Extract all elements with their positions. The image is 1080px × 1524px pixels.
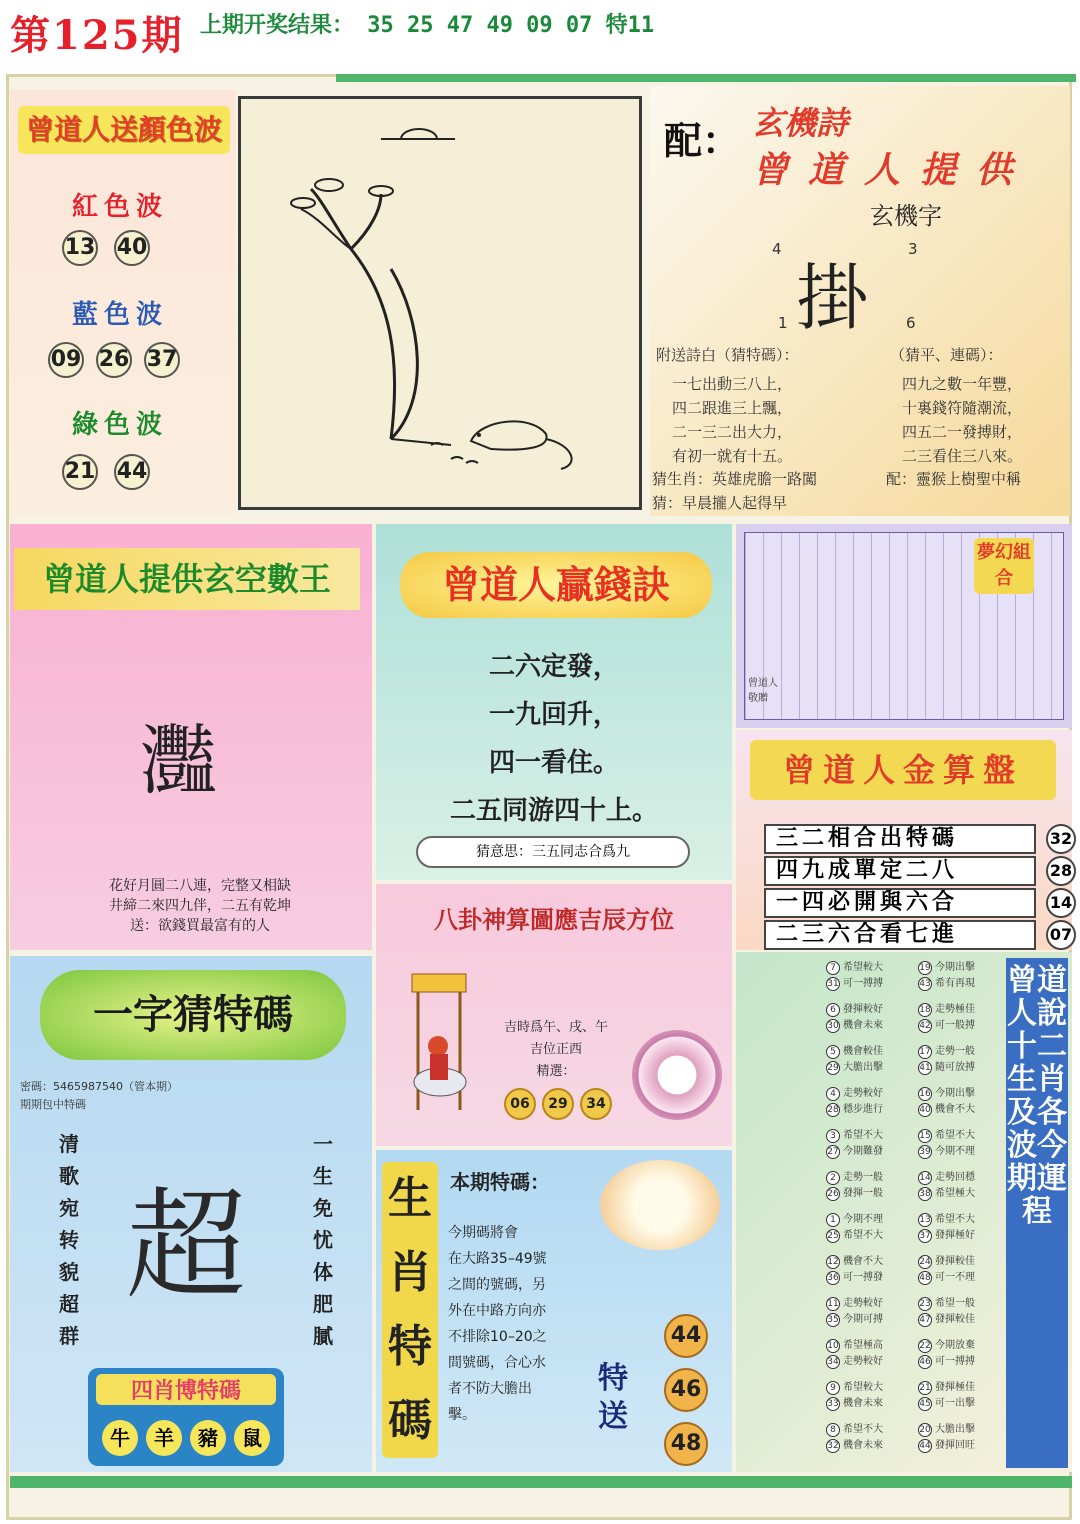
win-line: 二六定發， xyxy=(488,652,619,682)
one-char-right-col xyxy=(310,1128,336,1352)
fortune-row xyxy=(826,1228,883,1244)
fortune-number: 28 xyxy=(827,1105,839,1115)
fortune-text: 機會不大 xyxy=(935,1104,975,1115)
special-number: 48 xyxy=(664,1422,708,1466)
win-title: 曾道人贏錢訣 xyxy=(400,552,712,618)
calc-number: 14 xyxy=(1046,888,1076,918)
col-char: 转 xyxy=(59,1228,79,1252)
poem-line: 十裏錢符隨潮流， xyxy=(902,399,1023,417)
fortune-row xyxy=(826,1296,883,1312)
fortune-number: 24 xyxy=(919,1257,931,1267)
fortune-number: 22 xyxy=(919,1341,931,1351)
fortune-number: 21 xyxy=(919,1383,931,1393)
calc-text: 四九成單定二八 xyxy=(776,858,959,883)
fortune-row xyxy=(918,1228,975,1244)
poem-right-lines xyxy=(902,372,1062,468)
zodiac-fortune-cell xyxy=(826,1296,883,1328)
fortune-row xyxy=(918,1270,975,1286)
tree-rat-drawing xyxy=(241,99,639,507)
guess-line: 猜：早晨攏人起得早 xyxy=(652,494,788,512)
fortune-number: 40 xyxy=(919,1105,931,1115)
fortune-text: 發揮回旺 xyxy=(935,1440,975,1451)
fortune-text: 走勢較好 xyxy=(843,1088,883,1099)
calc-text: 三二相合出特碼 xyxy=(776,826,959,851)
ox-icon xyxy=(600,1160,720,1250)
fortune-row xyxy=(826,1044,883,1060)
warrior-illustration xyxy=(404,970,474,1120)
fortune-number: 41 xyxy=(919,1063,931,1073)
fortune-row xyxy=(826,1438,883,1454)
zodiac-fortune-cell xyxy=(918,1422,975,1454)
xuankong-line: 井締二來四九伴，二五有乾坤 xyxy=(109,898,291,914)
fortune-row xyxy=(918,1354,975,1370)
fortune-text: 今期放棄 xyxy=(935,1340,975,1351)
body-line: 間號碼，合心水 xyxy=(448,1355,546,1371)
poem-line: 二三看住三八來。 xyxy=(902,447,1023,465)
pei-zodiac: 配：靈猴上樹聖中稱 xyxy=(886,470,1022,488)
fortune-number: 34 xyxy=(827,1357,839,1367)
fortune-number: 15 xyxy=(919,1131,931,1141)
fortune-text: 可一搏搏 xyxy=(935,1356,975,1367)
fortune-row xyxy=(918,1002,975,1018)
win-line: 二五同游四十上。 xyxy=(449,796,658,826)
col-char: 貌 xyxy=(59,1260,79,1284)
calc-text: 一四必開與六合 xyxy=(776,890,959,915)
body-line: 外在中路方向亦 xyxy=(448,1303,546,1319)
col-char: 宛 xyxy=(59,1196,79,1220)
dream-panel xyxy=(736,524,1072,728)
fortune-text: 發揮極佳 xyxy=(935,1382,975,1393)
shengxiao-head: 本期特碼： xyxy=(450,1170,550,1194)
fortune-number: 19 xyxy=(919,963,931,973)
fortune-text: 機會未來 xyxy=(843,1398,883,1409)
fortune-text: 希望不大 xyxy=(843,1230,883,1241)
fortune-row xyxy=(918,1422,975,1438)
fortune-row xyxy=(826,1060,883,1076)
zodiac-badge: 鼠 xyxy=(234,1420,270,1456)
fortune-number: 25 xyxy=(827,1231,839,1241)
one-char-left-col xyxy=(56,1128,82,1352)
zodiac-fortune-cell xyxy=(918,1254,975,1286)
corner-number: 3 xyxy=(908,240,918,258)
col-char: 免 xyxy=(313,1196,333,1220)
xuanji-label: 玄機字 xyxy=(870,202,942,230)
fortune-number: 46 xyxy=(919,1357,931,1367)
fortune-row xyxy=(918,1254,975,1270)
fortune-row xyxy=(918,1086,975,1102)
fortune-row xyxy=(826,1212,883,1228)
fortune-number: 3 xyxy=(826,1129,840,1143)
xuankong-line: 送：欲錢買最富有的人 xyxy=(130,918,270,934)
fortune-row xyxy=(918,1102,975,1118)
xuanji-char: 掛 xyxy=(796,256,869,340)
fortune-row xyxy=(826,1338,883,1354)
bagua-wheel-icon xyxy=(632,1030,722,1120)
poem-line: 一七出動三八上， xyxy=(672,375,793,393)
xuankong-line: 花好月圓二八連，完整又相缺 xyxy=(109,878,291,894)
fortune-number: 43 xyxy=(919,979,931,989)
fortune-text: 發揮較佳 xyxy=(935,1256,975,1267)
zodiac-fortune-cell xyxy=(918,1128,975,1160)
green-ball: 44 xyxy=(114,454,150,490)
gift-label: 特送 xyxy=(598,1361,628,1434)
special-number: 46 xyxy=(664,1368,708,1412)
fortune-text: 機會不大 xyxy=(843,1256,883,1267)
fortune-text: 希望不大 xyxy=(935,1130,975,1141)
fortune-number: 33 xyxy=(827,1399,839,1409)
fortune-text: 走勢極佳 xyxy=(935,1004,975,1015)
fortune-row xyxy=(918,1060,975,1076)
calc-number: 28 xyxy=(1046,856,1076,886)
fortune-number: 36 xyxy=(827,1273,839,1283)
fortune-text: 走勢一般 xyxy=(935,1046,975,1057)
fortune-text: 今期出擊 xyxy=(935,962,975,973)
fortune-text: 希望不大 xyxy=(935,1214,975,1225)
poem-pei-label: 配： xyxy=(664,118,741,163)
one-char-big: 超 xyxy=(126,1177,246,1316)
fortune-number: 1 xyxy=(826,1213,840,1227)
fortune-row xyxy=(918,1044,975,1060)
dream-title: 夢幻組合 xyxy=(974,538,1034,594)
zodiac-fortune-cell xyxy=(918,1380,975,1412)
one-char-code: 密碼：5465987540（管本期） xyxy=(20,1080,178,1093)
zodiac-badge: 牛 xyxy=(102,1420,138,1456)
fortune-text: 今期不理 xyxy=(935,1146,975,1157)
zodiac-fortune-cell xyxy=(826,1338,883,1370)
fortune-number: 42 xyxy=(919,1021,931,1031)
fortune-text: 希有再現 xyxy=(935,978,975,989)
fortune-text: 大膽出擊 xyxy=(843,1062,883,1073)
fortune-number: 29 xyxy=(827,1063,839,1073)
calc-row xyxy=(764,888,1073,918)
zodiac-fortune-cell xyxy=(826,1254,883,1286)
fortune-number: 7 xyxy=(826,961,840,975)
fortune-text: 希望不大 xyxy=(843,1130,883,1141)
fortune-text: 可一搏搏 xyxy=(843,978,883,989)
fortune-number: 27 xyxy=(827,1147,839,1157)
fortune-row xyxy=(918,1380,975,1396)
fortune-number: 2 xyxy=(826,1171,840,1185)
calc-number: 32 xyxy=(1046,824,1076,854)
fortune-number: 35 xyxy=(827,1315,839,1325)
bagua-pick-label: 精選： xyxy=(536,1064,576,1079)
body-line: 在大路35–49號 xyxy=(448,1251,547,1267)
fortune-row xyxy=(918,1438,975,1454)
fortune-number: 39 xyxy=(919,1147,931,1157)
poem-right-head: （猜平、連碼）： xyxy=(890,346,1003,364)
fortune-text: 發揮較好 xyxy=(843,1004,883,1015)
corner-number: 4 xyxy=(772,240,782,258)
fortune-number: 26 xyxy=(827,1189,839,1199)
special-number: 44 xyxy=(664,1314,708,1358)
fortune-row xyxy=(918,960,975,976)
fortune-text: 今期難發 xyxy=(843,1146,883,1157)
green-ball: 21 xyxy=(62,454,98,490)
poem-left-lines xyxy=(672,372,852,468)
zodiac-fortune-cell xyxy=(826,1086,883,1118)
fortune-row xyxy=(918,1186,975,1202)
fortune-number: 12 xyxy=(827,1257,839,1267)
fortune-number: 9 xyxy=(826,1381,840,1395)
fortune-row xyxy=(826,1422,883,1438)
fortune-row xyxy=(918,1338,975,1354)
shengxiao-body xyxy=(448,1220,598,1428)
zodiac-fortune-cell xyxy=(826,1002,883,1034)
fortune-number: 20 xyxy=(919,1425,931,1435)
fortune-row xyxy=(826,1312,883,1328)
poem-line: 有初一就有十五。 xyxy=(672,447,793,465)
xuankong-char: 灩 xyxy=(140,716,216,805)
zodiac-fortune-cell xyxy=(918,1338,975,1370)
fortune-row xyxy=(826,1270,883,1286)
fortune-number: 47 xyxy=(919,1315,931,1325)
fortune-text: 可一出擊 xyxy=(935,1398,975,1409)
fortune-number: 14 xyxy=(919,1173,931,1183)
fortune-number: 44 xyxy=(919,1441,931,1451)
col-char: 群 xyxy=(59,1324,79,1348)
fortune-row xyxy=(826,960,883,976)
calc-row xyxy=(764,856,1073,886)
fortune-text: 可一般搏 xyxy=(935,1020,975,1031)
fortune-text: 希望較大 xyxy=(843,962,883,973)
bagua-pick: 34 xyxy=(580,1088,612,1120)
bagua-time: 吉時爲午、戌、午 xyxy=(503,1020,608,1035)
fortune-number: 18 xyxy=(919,1005,931,1015)
fortune-row xyxy=(826,1128,883,1144)
red-ball: 40 xyxy=(114,230,150,266)
poem-left-head: 附送詩白（猜特碼）： xyxy=(656,346,799,364)
calc-number: 07 xyxy=(1046,920,1076,950)
zodiac-fortune-cell xyxy=(826,1044,883,1076)
fortune-row xyxy=(826,1380,883,1396)
fortune-row xyxy=(918,1296,975,1312)
zodiac-fortune-cell xyxy=(918,1296,975,1328)
fortune-text: 機會未來 xyxy=(843,1440,883,1451)
col-char: 忧 xyxy=(313,1228,333,1252)
zodiac-fortune-cell xyxy=(918,1212,975,1244)
poem-title: 玄機詩 xyxy=(752,104,849,142)
calc-title: 曾道人金算盤 xyxy=(750,740,1056,800)
col-char: 清 xyxy=(59,1132,79,1156)
fortune-row xyxy=(826,1086,883,1102)
guess-zodiac: 猜生肖：英雄虎膽一路闖 xyxy=(652,470,818,488)
fortune-row xyxy=(918,1170,975,1186)
zodiac-fortune-cell xyxy=(918,1044,975,1076)
fortune-row xyxy=(826,1170,883,1186)
col-char: 生 xyxy=(313,1164,333,1188)
fortune-row xyxy=(918,976,975,992)
bagua-pick: 06 xyxy=(504,1088,536,1120)
fortune-text: 希望較大 xyxy=(843,1382,883,1393)
shengxiao-side-title: 生肖特碼 xyxy=(382,1162,438,1458)
fortune-row xyxy=(826,1354,883,1370)
body-line: 者不防大膽出 xyxy=(448,1381,532,1397)
zodiac-fortune-cell xyxy=(918,1170,975,1202)
fortune-row xyxy=(918,1018,975,1034)
body-line: 之間的號碼，另 xyxy=(448,1277,546,1293)
poem-line: 四九之數一年豐， xyxy=(902,375,1023,393)
zodiac-fortune-cell xyxy=(826,1128,883,1160)
poem-line: 二一三二出大力， xyxy=(672,423,793,441)
fortune-text: 希望極大 xyxy=(935,1188,975,1199)
fortune-number: 17 xyxy=(919,1047,931,1057)
zodiac-fortune-cell xyxy=(826,1380,883,1412)
fortune-number: 13 xyxy=(919,1215,931,1225)
win-line: 一九回升， xyxy=(488,700,619,730)
fortune-text: 發揮較佳 xyxy=(935,1314,975,1325)
fortune-row xyxy=(918,1144,975,1160)
zodiac-fortune-cell xyxy=(918,960,975,992)
zodiac-badge: 豬 xyxy=(190,1420,226,1456)
fortune-number: 30 xyxy=(827,1021,839,1031)
poem-line: 四五二一發搏財， xyxy=(902,423,1023,441)
bagua-place: 吉位正西 xyxy=(529,1042,582,1057)
fortune-row xyxy=(826,1144,883,1160)
col-char: 肥 xyxy=(313,1292,333,1316)
fortune-row xyxy=(826,1102,883,1118)
fortune-row xyxy=(826,1002,883,1018)
col-char: 歌 xyxy=(59,1164,79,1188)
fortune-text: 今期不理 xyxy=(843,1214,883,1225)
fortune-row xyxy=(918,1396,975,1412)
fortune-row xyxy=(918,1128,975,1144)
green-wave-label: 綠色波 xyxy=(71,410,168,440)
fortune-number: 8 xyxy=(826,1423,840,1437)
col-char: 膩 xyxy=(313,1324,333,1348)
col-char: 一 xyxy=(313,1132,333,1156)
zodiac-fortune-cell xyxy=(826,1422,883,1454)
poem-provider: 曾道人提供 xyxy=(752,150,1033,191)
zodiac-badge: 羊 xyxy=(146,1420,182,1456)
fortune-text: 機會較佳 xyxy=(843,1046,883,1057)
fortune-text: 走勢較好 xyxy=(843,1298,883,1309)
xuankong-poem xyxy=(40,876,360,936)
fortune-text: 今期可搏 xyxy=(843,1314,883,1325)
fortune-text: 機會未來 xyxy=(843,1020,883,1031)
fortune-text: 隨可放搏 xyxy=(935,1062,975,1073)
fortune-text: 希望不大 xyxy=(843,1424,883,1435)
body-line: 擊。 xyxy=(448,1407,476,1423)
corner-number: 6 xyxy=(906,314,916,332)
blue-wave-label: 藍色波 xyxy=(71,300,168,330)
red-ball: 13 xyxy=(62,230,98,266)
fortune-text: 走勢較好 xyxy=(843,1356,883,1367)
zodiac-fortune-cell xyxy=(918,1002,975,1034)
fortune-number: 11 xyxy=(827,1299,839,1309)
body-line: 今期碼將會 xyxy=(448,1225,518,1241)
col-char: 体 xyxy=(313,1260,333,1284)
calc-row xyxy=(764,920,1073,950)
fortune-text: 希望一般 xyxy=(935,1298,975,1309)
fortune-number: 48 xyxy=(919,1273,931,1283)
riddle-picture xyxy=(238,96,642,510)
fortune-row xyxy=(826,1186,883,1202)
fortune-number: 38 xyxy=(919,1189,931,1199)
fortune-row xyxy=(826,1254,883,1270)
fortune-text: 發揮一般 xyxy=(843,1188,883,1199)
fortune-text: 可一搏發 xyxy=(843,1272,883,1283)
win-note: 猜意思：三五同志合爲九 xyxy=(416,836,690,868)
xuankong-title: 曾道人提供玄空數王 xyxy=(14,548,360,610)
zodiac-fortune-cell xyxy=(826,960,883,992)
bagua-title: 八卦神算圖應吉辰方位 xyxy=(434,906,674,934)
one-char-sub: 期期包中特碼 xyxy=(20,1098,86,1111)
bottom-green-bar xyxy=(10,1476,1072,1488)
fortune-number: 6 xyxy=(826,1003,840,1017)
fortune-row xyxy=(918,1212,975,1228)
corner-number: 1 xyxy=(778,314,788,332)
fortune-text: 發揮極好 xyxy=(935,1230,975,1241)
fortune-number: 16 xyxy=(919,1089,931,1099)
dream-sign: 曾道人敬贈 xyxy=(748,678,778,704)
fortune-number: 23 xyxy=(919,1299,931,1309)
fortune-number: 45 xyxy=(919,1399,931,1409)
four-zodiac-title: 四肖博特碼 xyxy=(96,1374,276,1405)
bagua-pick: 29 xyxy=(542,1088,574,1120)
fortune-text: 希望極高 xyxy=(843,1340,883,1351)
body-line: 不排除10–20之 xyxy=(448,1329,547,1345)
blue-ball: 26 xyxy=(96,342,132,378)
fortune-text: 可一不理 xyxy=(935,1272,975,1283)
fortune-row xyxy=(826,1018,883,1034)
twelve-zodiac-title: 曾道人說十二生肖及各波今期運程 xyxy=(1006,958,1068,1468)
fortune-number: 4 xyxy=(826,1087,840,1101)
calc-row xyxy=(764,824,1073,854)
fortune-text: 穩步進行 xyxy=(843,1104,883,1115)
fortune-text: 走勢回穩 xyxy=(935,1172,975,1183)
blue-ball: 37 xyxy=(144,342,180,378)
zodiac-fortune-cell xyxy=(918,1086,975,1118)
one-char-title: 一字猜特碼 xyxy=(40,970,346,1060)
zodiac-fortune-cell xyxy=(826,1212,883,1244)
fortune-row xyxy=(918,1312,975,1328)
color-wave-title: 曾道人送顏色波 xyxy=(18,106,230,154)
issue-number: 第125期 xyxy=(10,12,184,59)
fortune-number: 32 xyxy=(827,1441,839,1451)
fortune-row xyxy=(826,1396,883,1412)
zodiac-fortune-cell xyxy=(826,1170,883,1202)
fortune-row xyxy=(826,976,883,992)
win-line: 四一看住。 xyxy=(488,748,619,778)
fortune-number: 5 xyxy=(826,1045,840,1059)
last-result: 上期开奖结果： 35 25 47 49 09 07 特11 xyxy=(200,13,655,38)
fortune-number: 10 xyxy=(827,1341,839,1351)
fortune-text: 大膽出擊 xyxy=(935,1424,975,1435)
top-green-bar xyxy=(336,74,1076,82)
fortune-number: 37 xyxy=(919,1231,931,1241)
poem-line: 四二跟進三上飄， xyxy=(672,399,793,417)
red-wave-label: 紅色波 xyxy=(71,192,168,222)
fortune-text: 走勢一般 xyxy=(843,1172,883,1183)
fortune-number: 31 xyxy=(827,979,839,989)
fortune-text: 今期出擊 xyxy=(935,1088,975,1099)
col-char: 超 xyxy=(59,1292,79,1316)
calc-text: 二三六合看七進 xyxy=(776,922,959,947)
blue-ball: 09 xyxy=(48,342,84,378)
